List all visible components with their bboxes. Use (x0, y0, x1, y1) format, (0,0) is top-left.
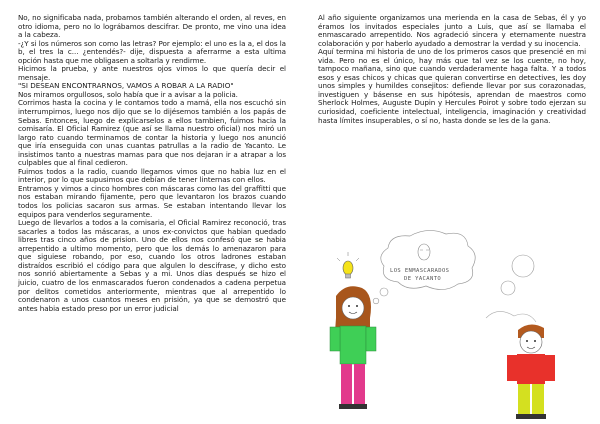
left-paragraph-7: Fuimos todos a la radio, cuando llegamos vimos que no habia luz en el interior, por lo que supusimos que debían de tener linternas con ellos. (18, 166, 286, 185)
coded-message: "SI DESEAN ENCONTRARNOS, VAMOS A ROBAR A LA RADIO" (18, 81, 234, 91)
left-paragraph-8: Entramos y vimos a cinco hombres con máscaras como las del graffitti que nos estaban mirando fijamente, pero que levantaron los brazos cuando todos los policias sacaron sus armas. Se estaban intentando llevar los equipos para venderlos seguramente. (18, 183, 286, 219)
girl-figure (330, 286, 376, 409)
left-paragraph-9: Luego de llevarlos a todos a la comisaria, el Oficial Ramirez reconoció, tras sacarles a todos las máscaras, a unos ex-convictos que habian quedado libres tras cinco años de prision. Uno de ellos nos confesó que se habia arrepentido a ultimo momento, pero que los demás lo amenazaron para que siguiese robando, por eso, cuando los otros ladrones estaban distraídos escribió el código para que algulen lo descifrase, y dicho esto nos sonrió abiertamente a Sebas y a mi. Unos días después se hizo el juicio, cuatro de los enmascarados fueron condenados a cadena perpetua por delitos cometidos anteriormente, mientras que al arrepentido lo condenaron a unos cuantos meses en prisión, ya que se demostró que antes habia estado preso por un error judicial (18, 218, 286, 313)
small-thought-bubble (486, 255, 536, 322)
bubble-text-line2: DE YACANTO (404, 276, 442, 282)
left-paragraph-2: -¿Y si los números son como las letras? Por ejemplo: el uno es la a, el dos la b, el tres la c... ¿entendés?- dije, dispuesta a aferrarme a esta ultima opción hasta que me obligasen a soltarla y rendirme. (18, 38, 286, 65)
right-paragraph-1: Al año siguiente organizamos una merienda en la casa de Sebas, él y yo éramos los invitados especiales junto a Luis, que así se llamaba el enmascarado arrepentido. Nos agradeció sincera y eternamente nuestra colaboración y por haberlo ayudado a demostrar la verdad y su inocencia. (318, 13, 586, 48)
bubble-text-line1: LOS ENMASCARADOS (390, 268, 450, 274)
lightbulb-icon (337, 252, 359, 278)
left-paragraph-3: Hicimos la prueba, y ante nuestros ojos vimos lo que quería decir el mensaje. (18, 64, 286, 82)
thought-bubble (373, 230, 475, 303)
left-paragraph-5: Nos miramos orgullosos, solo había que ir a avisar a la policia. (18, 89, 238, 99)
boy-figure (507, 324, 555, 419)
right-paragraph-2: Aquí termina mi historia de uno de los primeros casos que presencié en mi vida. Pero no es el único, hay más que tal vez se los cuente, no hoy, tampoco mañana, sino que cuando verdaderamente haga falta. Y a todos esos y esas chicos y chicas que quieran convertirse en detectives, les doy unos simples y humildes consejitos: defiende llevar por sus corazonadas, investiguen y básense en sus hipótesis, aprendan de maestros como Sherlock Holmes, Auguste Dupin y Hercules Poirot y sobre todo ejerzan su curiosidad, coeficiente intelectual, inteligencia, imaginación y creatividad hasta límites insuperables, o sí no, hasta donde se les de la gana. (318, 47, 586, 125)
children-drawing-illustration (318, 226, 588, 422)
left-paragraph-6: Corrimos hasta la cocina y le contamos todo a mamá, ella nos escuchó sin interrumpirnos, luego nos dijo que se lo dijésemos también a los papás de Sebas. Entonces, luego de explicarselos a ellos tambien, fuimos hacia la comisaría. El Oficial Ramirez (que así se llama nuestro oficial) nos miró un largo rato cuando terminamos de contar la historia y luego nos anunció que iría enseguida con unas cuantas patrullas a la radio de Yacanto. Le insistimos tanto a nuestras mamas para que nos dejaran ir a atrapar a los culpables que al final cedieron. (18, 98, 286, 168)
left-paragraph-1: No, no significaba nada, probamos también alterando el orden, al reves, en otro idioma, pero no lo lográbamos descifrar. De pronto, me vino una idea a la cabeza. (18, 13, 286, 40)
